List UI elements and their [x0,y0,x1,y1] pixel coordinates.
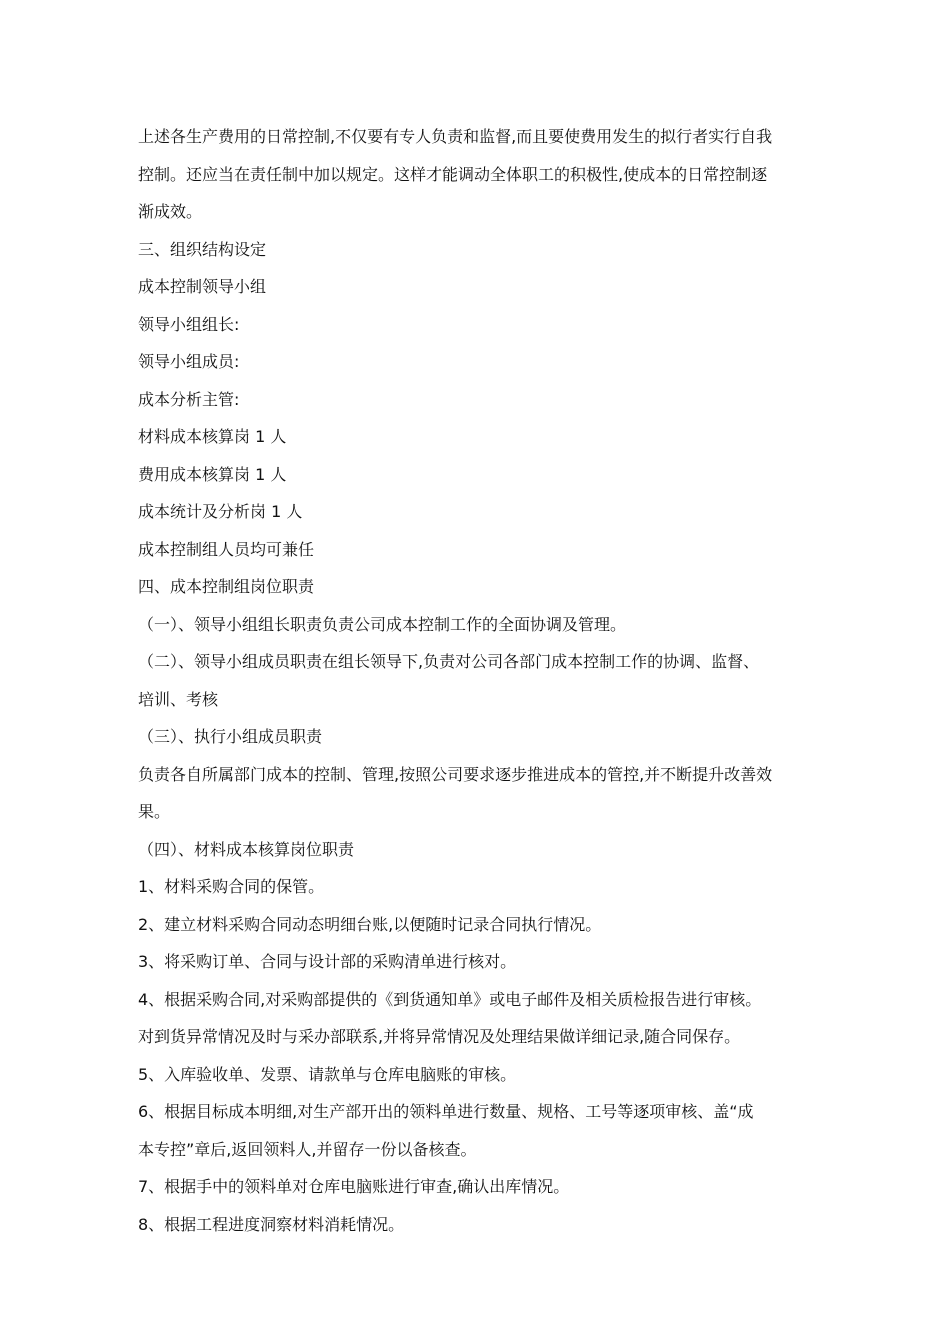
list-item: 7、根据手中的领料单对仓库电脑账进行审查,确认出库情况。 [138,1177,570,1196]
text-line: 控制。还应当在责任制中加以规定。这样才能调动全体职工的积极性,使成本的日常控制逐 [138,164,768,184]
text-line: 上述各生产费用的日常控制,不仅要有专人负责和监督,而且要使费用发生的拟行者实行自我 [138,127,773,146]
text-line: 负责各自所属部门成本的控制、管理,按照公司要求逐步推进成本的管控,并不断提升改善效 [138,764,773,784]
list-item: 8、根据工程进度洞察材料消耗情况。 [138,1214,405,1234]
text-line: 成本分析主管: [138,389,240,409]
text-line: 本专控”章后,返回领料人,并留存一份以备核查。 [138,1139,477,1159]
text-line: （四）、材料成本核算岗位职责 [138,839,355,859]
section-heading: 四、成本控制组岗位职责 [138,577,315,596]
text-line: 渐成效。 [138,202,203,221]
list-item: 3、将采购订单、合同与设计部的采购清单进行核对。 [138,952,517,971]
text-line: 成本统计及分析岗 1 人 [138,502,303,521]
list-item: 1、材料采购合同的保管。 [138,877,325,896]
list-item: 2、建立材料采购合同动态明细台账,以便随时记录合同执行情况。 [138,914,602,934]
text-line: （一）、领导小组组长职责负责公司成本控制工作的全面协调及管理。 [138,614,627,634]
text-line: 领导小组组长: [138,314,240,334]
list-item: 5、入库验收单、发票、请款单与仓库电脑账的审核。 [138,1064,517,1084]
text-line: 培训、考核 [138,689,219,709]
section-heading: 三、组织结构设定 [138,239,267,259]
text-line: 成本控制领导小组 [138,277,267,296]
text-line: （二）、领导小组成员职责在组长领导下,负责对公司各部门成本控制工作的协调、监督、 [138,652,760,671]
list-item: 4、根据采购合同,对采购部提供的《到货通知单》或电子邮件及相关质检报告进行审核。 [138,989,762,1009]
text-line: 费用成本核算岗 1 人 [138,464,287,484]
text-line: 领导小组成员: [138,352,240,371]
document-body [138,118,822,1243]
text-line: 对到货异常情况及时与采办部联系,并将异常情况及处理结果做详细记录,随合同保存。 [138,1027,741,1046]
text-line: 果。 [138,802,171,821]
text-line: （三）、执行小组成员职责 [138,727,323,746]
text-line: 材料成本核算岗 1 人 [138,427,287,446]
text-line: 成本控制组人员均可兼任 [138,539,315,559]
list-item: 6、根据目标成本明细,对生产部开出的领料单进行数量、规格、工号等逐项审核、盖“成 [138,1102,754,1121]
